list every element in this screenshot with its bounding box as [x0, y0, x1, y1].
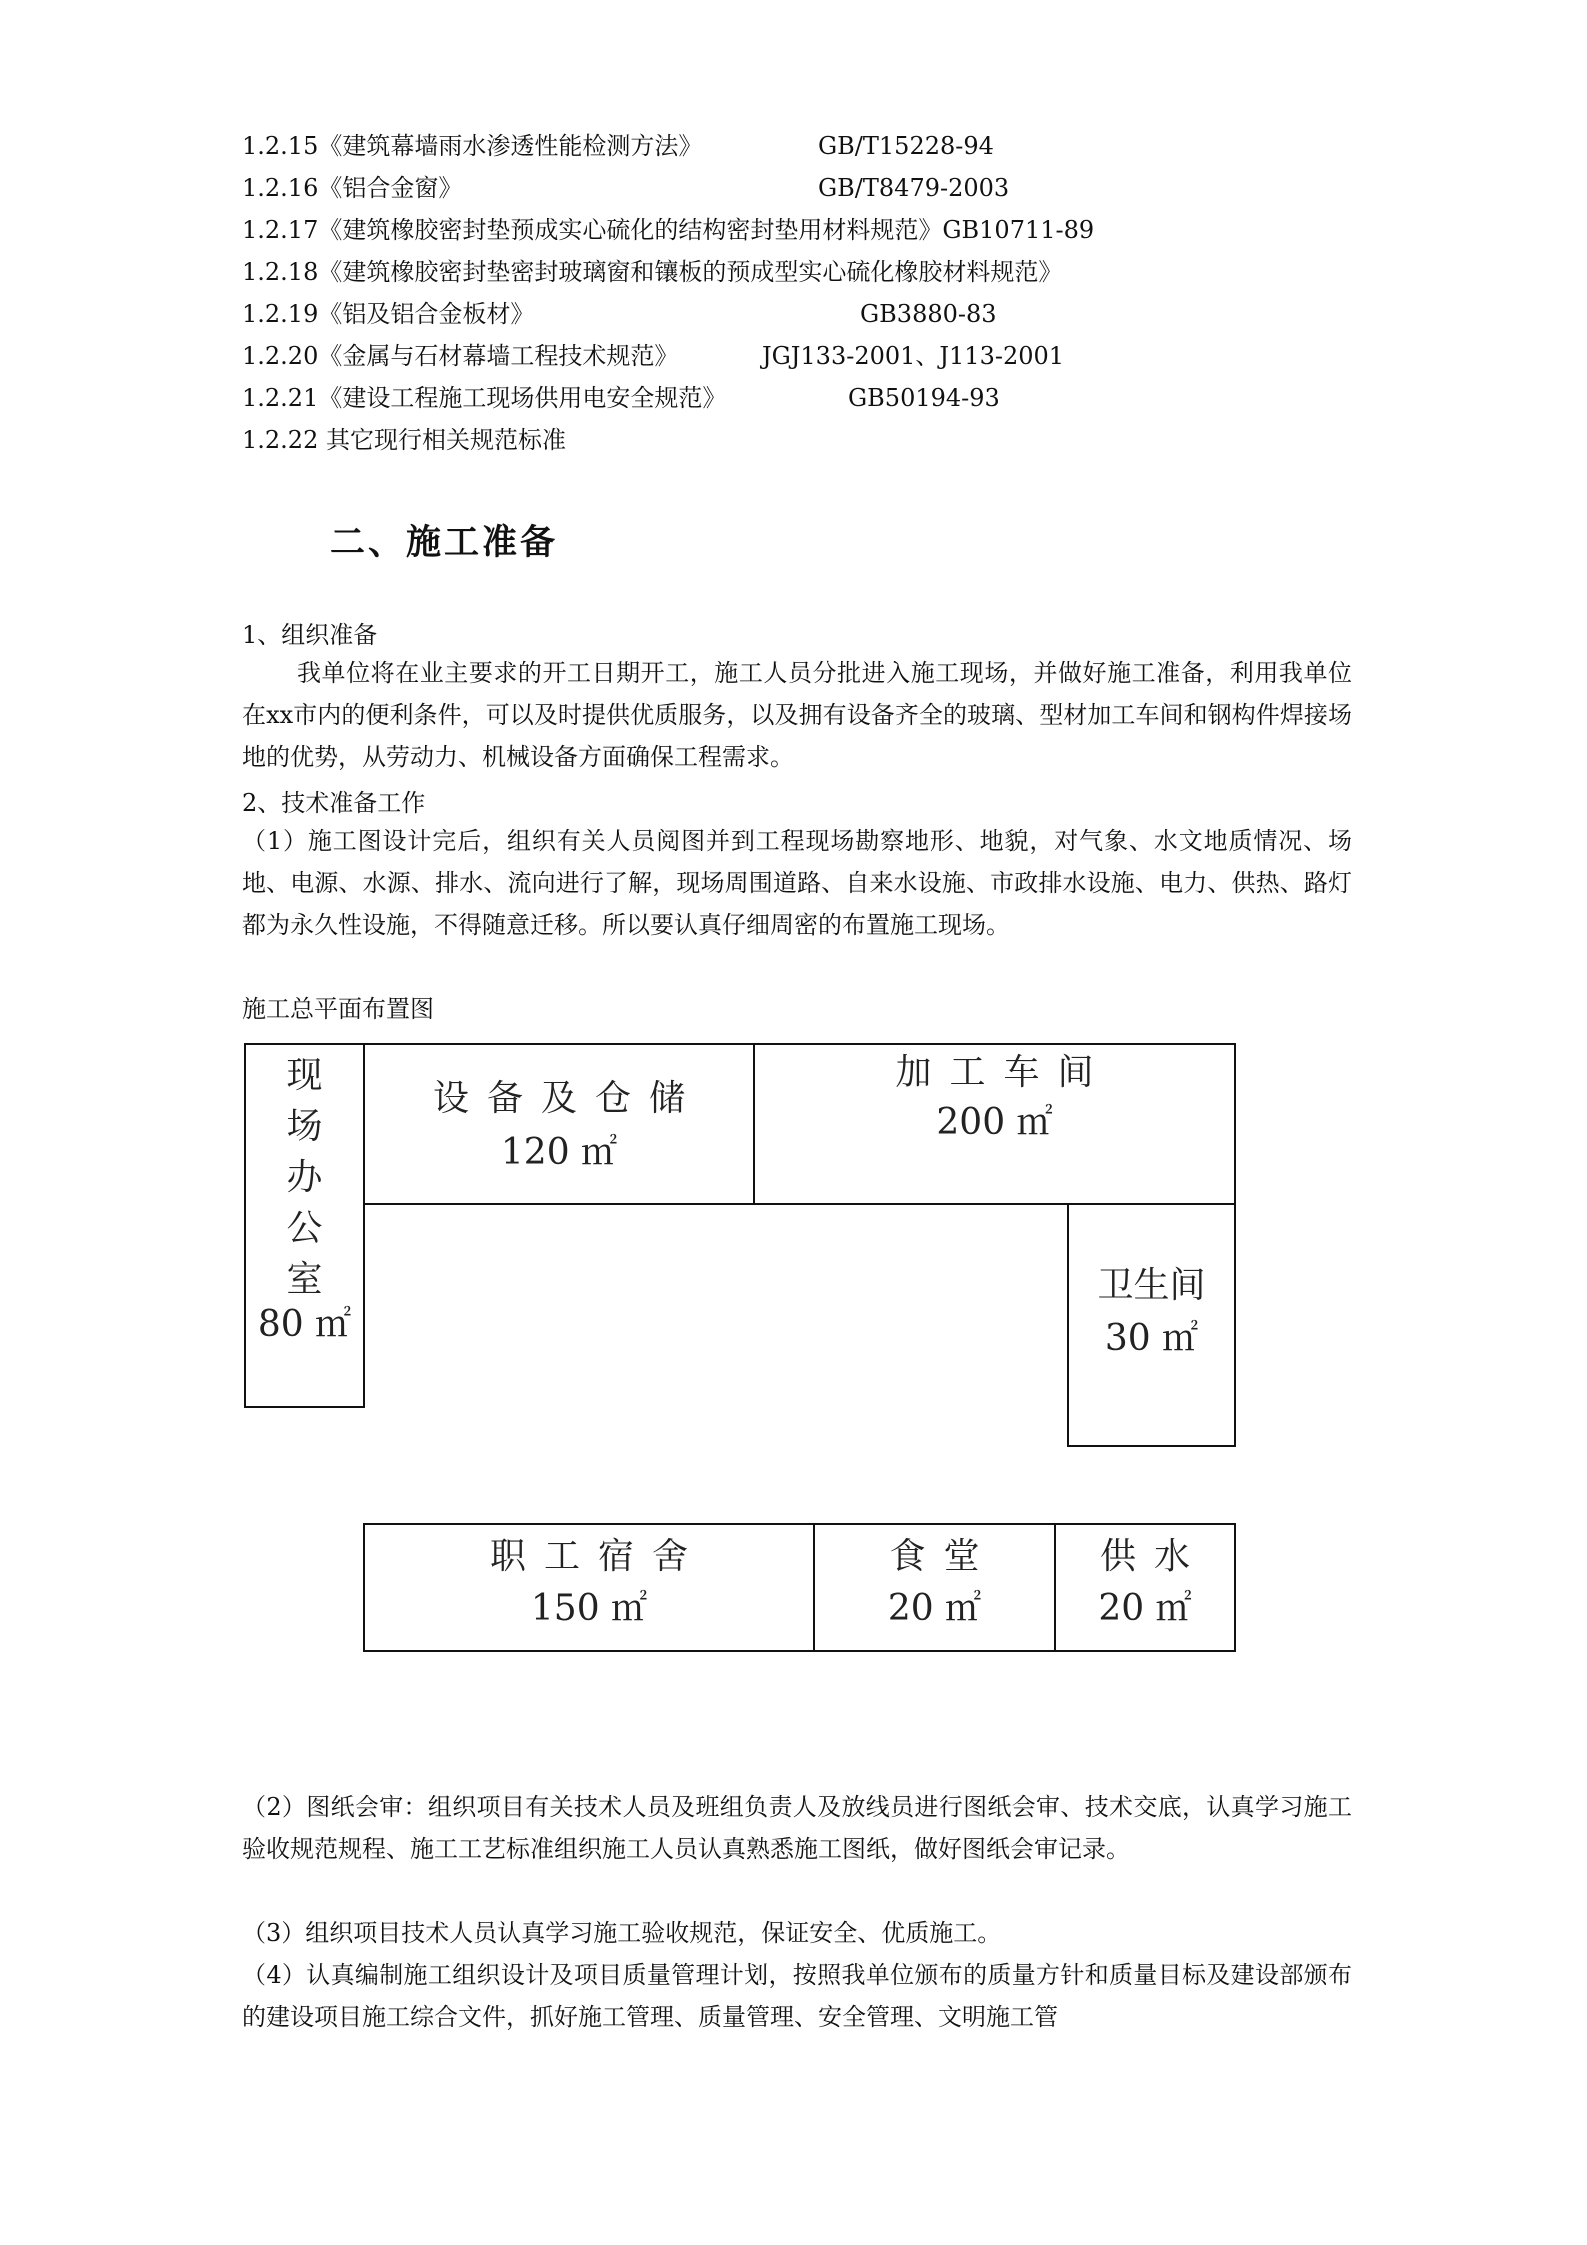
subsection-title: 1、组织准备 — [242, 621, 378, 649]
paragraph: （1）施工图设计完后，组织有关人员阅图并到工程现场勘察地形、地貌，对气象、水文地质情况、场地、电源、水源、排水、流向进行了解，现场周围道路、自来水设施、市政排水设施、电力、供热、路灯都为永久性设施，不得随意迁移。所以要认真仔细周密的布置施工现场。 — [242, 827, 1352, 939]
office-name: 现场办公室 — [286, 1055, 323, 1300]
subsection-title: 2、技术准备工作 — [242, 789, 426, 817]
standard-item: 1.2.21《建设工程施工现场供用电安全规范》 — [242, 384, 727, 412]
workshop-name: 加工车间 — [895, 1052, 1112, 1093]
storage-block — [363, 1043, 755, 1205]
standard-code: GB/T15228-94 — [818, 132, 994, 160]
standard-item: 1.2.22 其它现行相关规范标准 — [242, 426, 566, 454]
paragraph: 我单位将在业主要求的开工日期开工，施工人员分批进入施工现场，并做好施工准备，利用我单位在xx市内的便利条件，可以及时提供优质服务，以及拥有设备齐全的玻璃、型材加工车间和钢构件焊接场地的优势，从劳动力、机械设备方面确保工程需求。 — [242, 659, 1352, 771]
standard-item: 1.2.19《铝及铝合金板材》 — [242, 300, 535, 328]
dorm-area: 150 ㎡ — [530, 1588, 648, 1629]
standard-code: GB50194-93 — [848, 384, 1000, 412]
standard-code: JGJ133-2001、J113-2001 — [762, 342, 1065, 370]
paragraph: （2）图纸会审：组织项目有关技术人员及班组负责人及放线员进行图纸会审、技术交底，认真学习施工验收规范规程、施工工艺标准组织施工人员认真熟悉施工图纸，做好图纸会审记录。 — [242, 1793, 1352, 1863]
standard-code: GB3880-83 — [860, 300, 997, 328]
toilet-name: 卫生间 — [1097, 1265, 1206, 1306]
figure-caption: 施工总平面布置图 — [242, 995, 434, 1023]
dorm-name: 职工宿舍 — [489, 1536, 706, 1577]
water-name: 供水 — [1099, 1536, 1208, 1577]
paragraph: （4）认真编制施工组织设计及项目质量管理计划，按照我单位颁布的质量方针和质量目标及建设部颁布的建设项目施工综合文件，抓好施工管理、质量管理、安全管理、文明施工管 — [242, 1961, 1352, 2031]
paragraph: （3）组织项目技术人员认真学习施工验收规范，保证安全、优质施工。 — [242, 1919, 1002, 1947]
standard-item: 1.2.18《建筑橡胶密封垫密封玻璃窗和镶板的预成型实心硫化橡胶材料规范》 — [242, 258, 1063, 286]
standard-item: 1.2.20《金属与石材幕墙工程技术规范》 — [242, 342, 679, 370]
standard-item: 1.2.17《建筑橡胶密封垫预成实心硫化的结构密封垫用材料规范》GB10711-89 — [242, 216, 1095, 244]
workshop-area: 200 ㎡ — [936, 1102, 1053, 1143]
office-area: 80 ㎡ — [257, 1304, 352, 1345]
storage-name: 设备及仓储 — [432, 1078, 703, 1119]
toilet-area: 30 ㎡ — [1104, 1318, 1199, 1359]
standard-code: GB/T8479-2003 — [818, 174, 1010, 202]
section-title: 二、施工准备 — [330, 522, 559, 563]
storage-area: 120 ㎡ — [500, 1132, 618, 1173]
standard-item: 1.2.15《建筑幕墙雨水渗透性能检测方法》 — [242, 132, 703, 160]
standard-item: 1.2.16《铝合金窗》 — [242, 174, 463, 202]
canteen-name: 食堂 — [889, 1536, 998, 1577]
water-area: 20 ㎡ — [1098, 1588, 1192, 1629]
canteen-area: 20 ㎡ — [887, 1588, 982, 1629]
